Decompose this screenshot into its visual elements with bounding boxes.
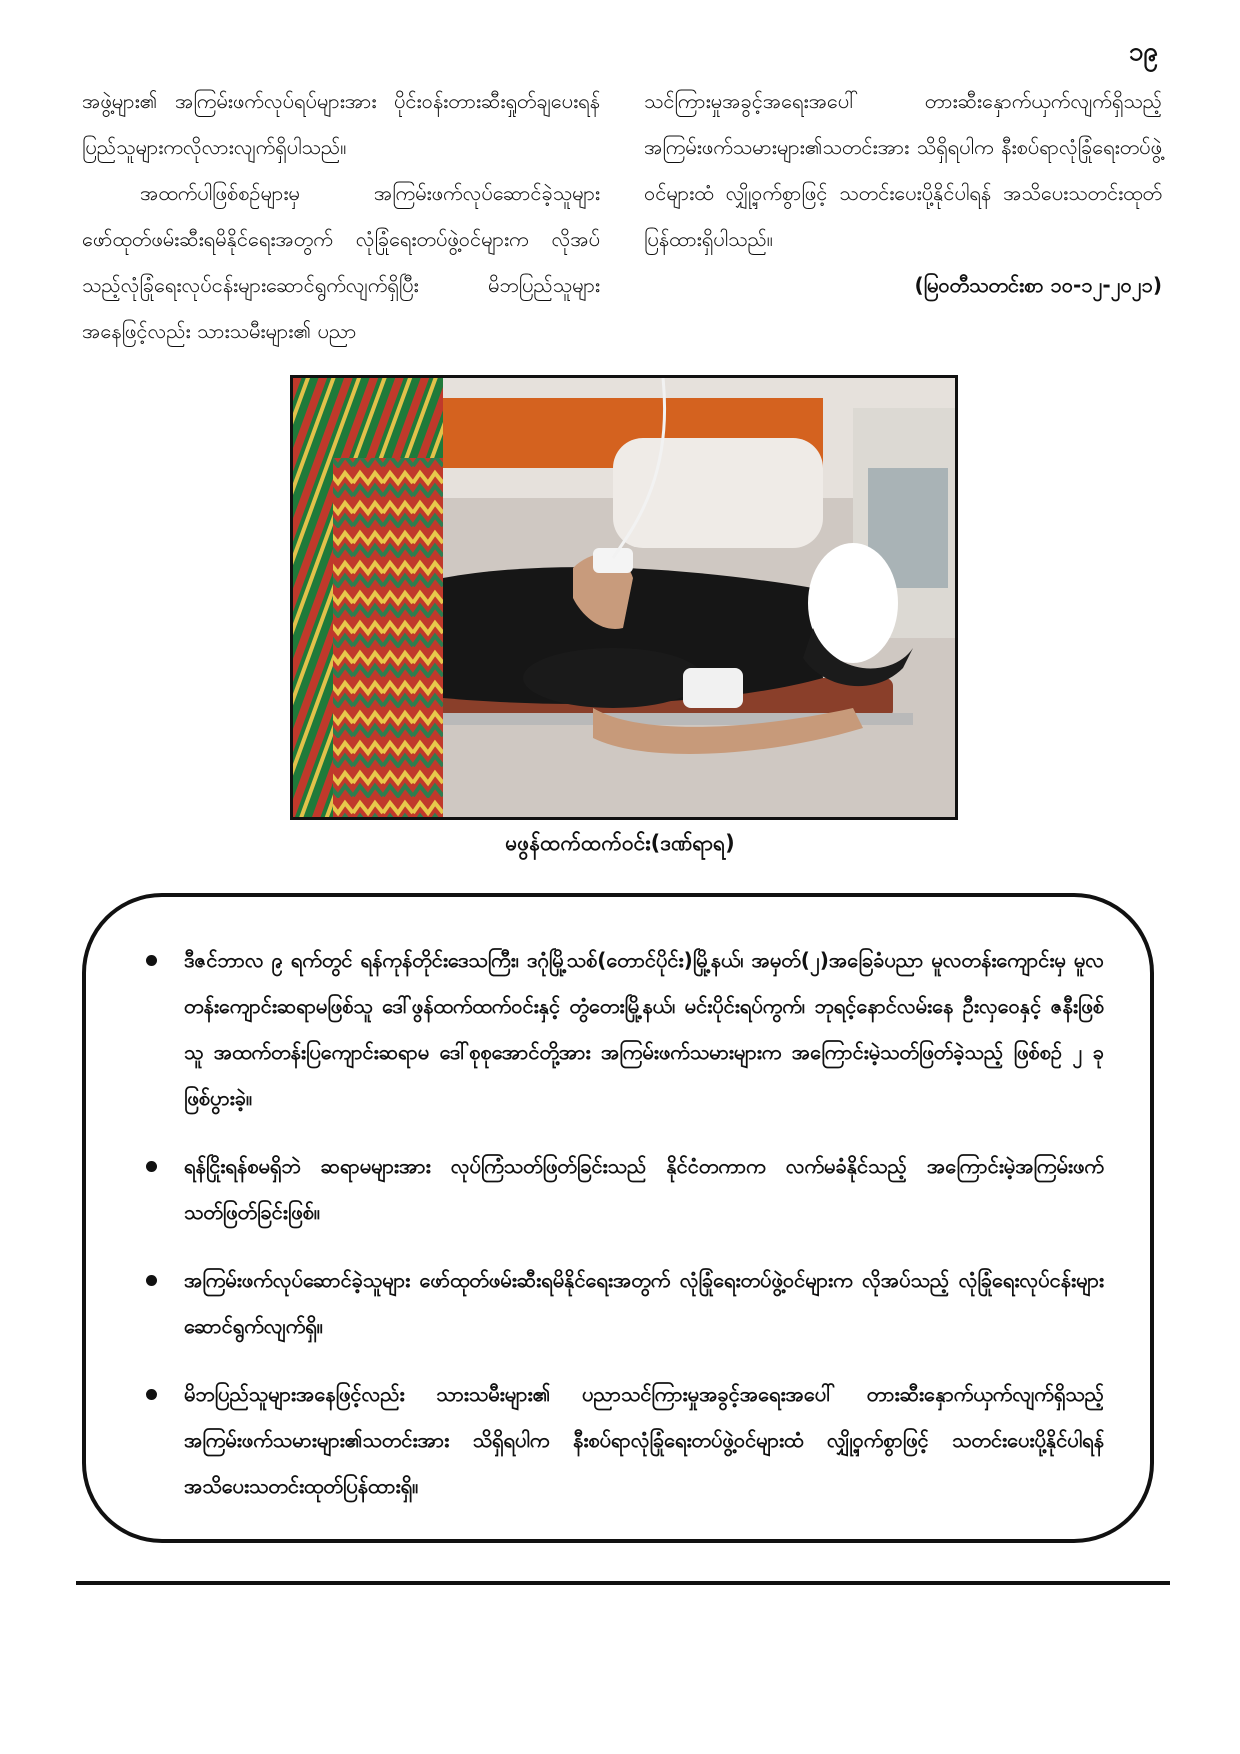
summary-point-text: အကြမ်းဖက်လုပ်ဆောင်ခဲ့သူများ ဖော်ထုတ်ဖမ်းဆီးရမိနိုင်ရေးအတွက် လုံခြုံရေးတပ်ဖွဲ့ဝင်များက လိုအပ်သည့် လုံခြုံရေးလုပ်ငန်းများဆောင်ရွက်လျက်ရှိ။ — [184, 1268, 1104, 1338]
summary-point — [146, 937, 1104, 1121]
page-number: ၁၉ — [1128, 37, 1158, 67]
article-columns — [82, 78, 1162, 354]
article-right-column — [644, 78, 1162, 354]
bullet-icon — [146, 955, 157, 966]
summary-point — [146, 1143, 1104, 1235]
summary-list — [146, 937, 1104, 1509]
photo-caption: မဖွန်ထက်ထက်ဝင်း(ဒဏ်ရာရ) — [505, 831, 735, 855]
summary-point-text: ရန်ငြိုးရန်စမရှိဘဲ ဆရာမများအား လုပ်ကြံသတ်ဖြတ်ခြင်းသည် နိုင်ငံတကာက လက်မခံနိုင်သည့် အကြောင်းမဲ့အကြမ်းဖက်သတ်ဖြတ်ခြင်းဖြစ်။ — [184, 1154, 1104, 1224]
summary-point-text: မိဘပြည်သူများအနေဖြင့်လည်း သားသမီးများ၏ ပညာသင်ကြားမှုအခွင့်အရေးအပေါ် တားဆီးနှောက်ယှက်လျက်ရှိသည့် အကြမ်းဖက်သမားများ၏သတင်းအား သိရှိရပါက နီးစပ်ရာလုံခြုံရေးတပ်ဖွဲ့ဝင်များထံ လျှို့ဝှက်စွာဖြင့် သတင်းပေးပို့နိုင်ပါရန် အသိပေးသတင်းထုတ်ပြန်ထားရှိ။ — [184, 1382, 1104, 1498]
bullet-icon — [146, 1275, 157, 1286]
bullet-icon — [146, 1389, 157, 1400]
news-photo — [290, 375, 958, 820]
summary-point — [146, 1257, 1104, 1349]
summary-box — [82, 893, 1154, 1543]
article-left-column — [82, 78, 600, 354]
summary-point — [146, 1371, 1104, 1509]
article-paragraph: အဖွဲ့များ၏ အကြမ်းဖက်လုပ်ရပ်များအား ပိုင်းဝန်းတားဆီးရှုတ်ချပေးရန် ပြည်သူများကလိုလားလျက်ရှိပါသည်။ — [82, 89, 600, 159]
footer-rule — [76, 1581, 1170, 1585]
article-paragraph: အထက်ပါဖြစ်စဉ်များမှ အကြမ်းဖက်လုပ်ဆောင်ခဲ့သူများဖော်ထုတ်ဖမ်းဆီးရမိနိုင်ရေးအတွက် လုံခြုံရေးတပ်ဖွဲ့ဝင်များက လိုအပ်သည့်လုံခြုံရေးလုပ်ငန်းများဆောင်ရွက်လျက်ရှိပြီး မိဘပြည်သူများအနေဖြင့်လည်း သားသမီးများ၏ ပညာ — [82, 181, 600, 343]
bullet-icon — [146, 1161, 157, 1172]
article-paragraph: သင်ကြားမှုအခွင့်အရေးအပေါ် တားဆီးနှောက်ယှက်လျက်ရှိသည့်အကြမ်းဖက်သမားများ၏သတင်းအား သိရှိရပါက နီးစပ်ရာလုံခြုံရေးတပ်ဖွဲ့ဝင်များထံ လျှို့ဝှက်စွာဖြင့် သတင်းပေးပို့နိုင်ပါရန် အသိပေးသတင်းထုတ်ပြန်ထားရှိပါသည်။ — [644, 89, 1162, 251]
article-source: (မြဝတီသတင်းစာ ၁၀-၁၂-၂၀၂၁) — [914, 273, 1162, 297]
summary-point-text: ဒီဇင်ဘာလ ၉ ရက်တွင် ရန်ကုန်တိုင်းဒေသကြီး၊ ဒဂုံမြို့သစ်(တောင်ပိုင်း)မြို့နယ်၊ အမှတ်(၂)အခြေခံပညာ မူလတန်းကျောင်းမှ မူလတန်းကျောင်းဆရာမဖြစ်သူ ဒေါ်ဖွန်ထက်ထက်ဝင်းနှင့် တွံတေးမြို့နယ်၊ မင်းပိုင်းရပ်ကွက်၊ ဘုရင့်နောင်လမ်းနေ ဦးလှဝေနှင့် ဇနီးဖြစ်သူ အထက်တန်းပြကျောင်းဆရာမ ဒေါ်စုစုအောင်တို့အား အကြမ်းဖက်သမားများက အကြောင်းမဲ့သတ်ဖြတ်ခဲ့သည့် ဖြစ်စဉ် ၂ ခု ဖြစ်ပွားခဲ့။ — [184, 948, 1104, 1110]
